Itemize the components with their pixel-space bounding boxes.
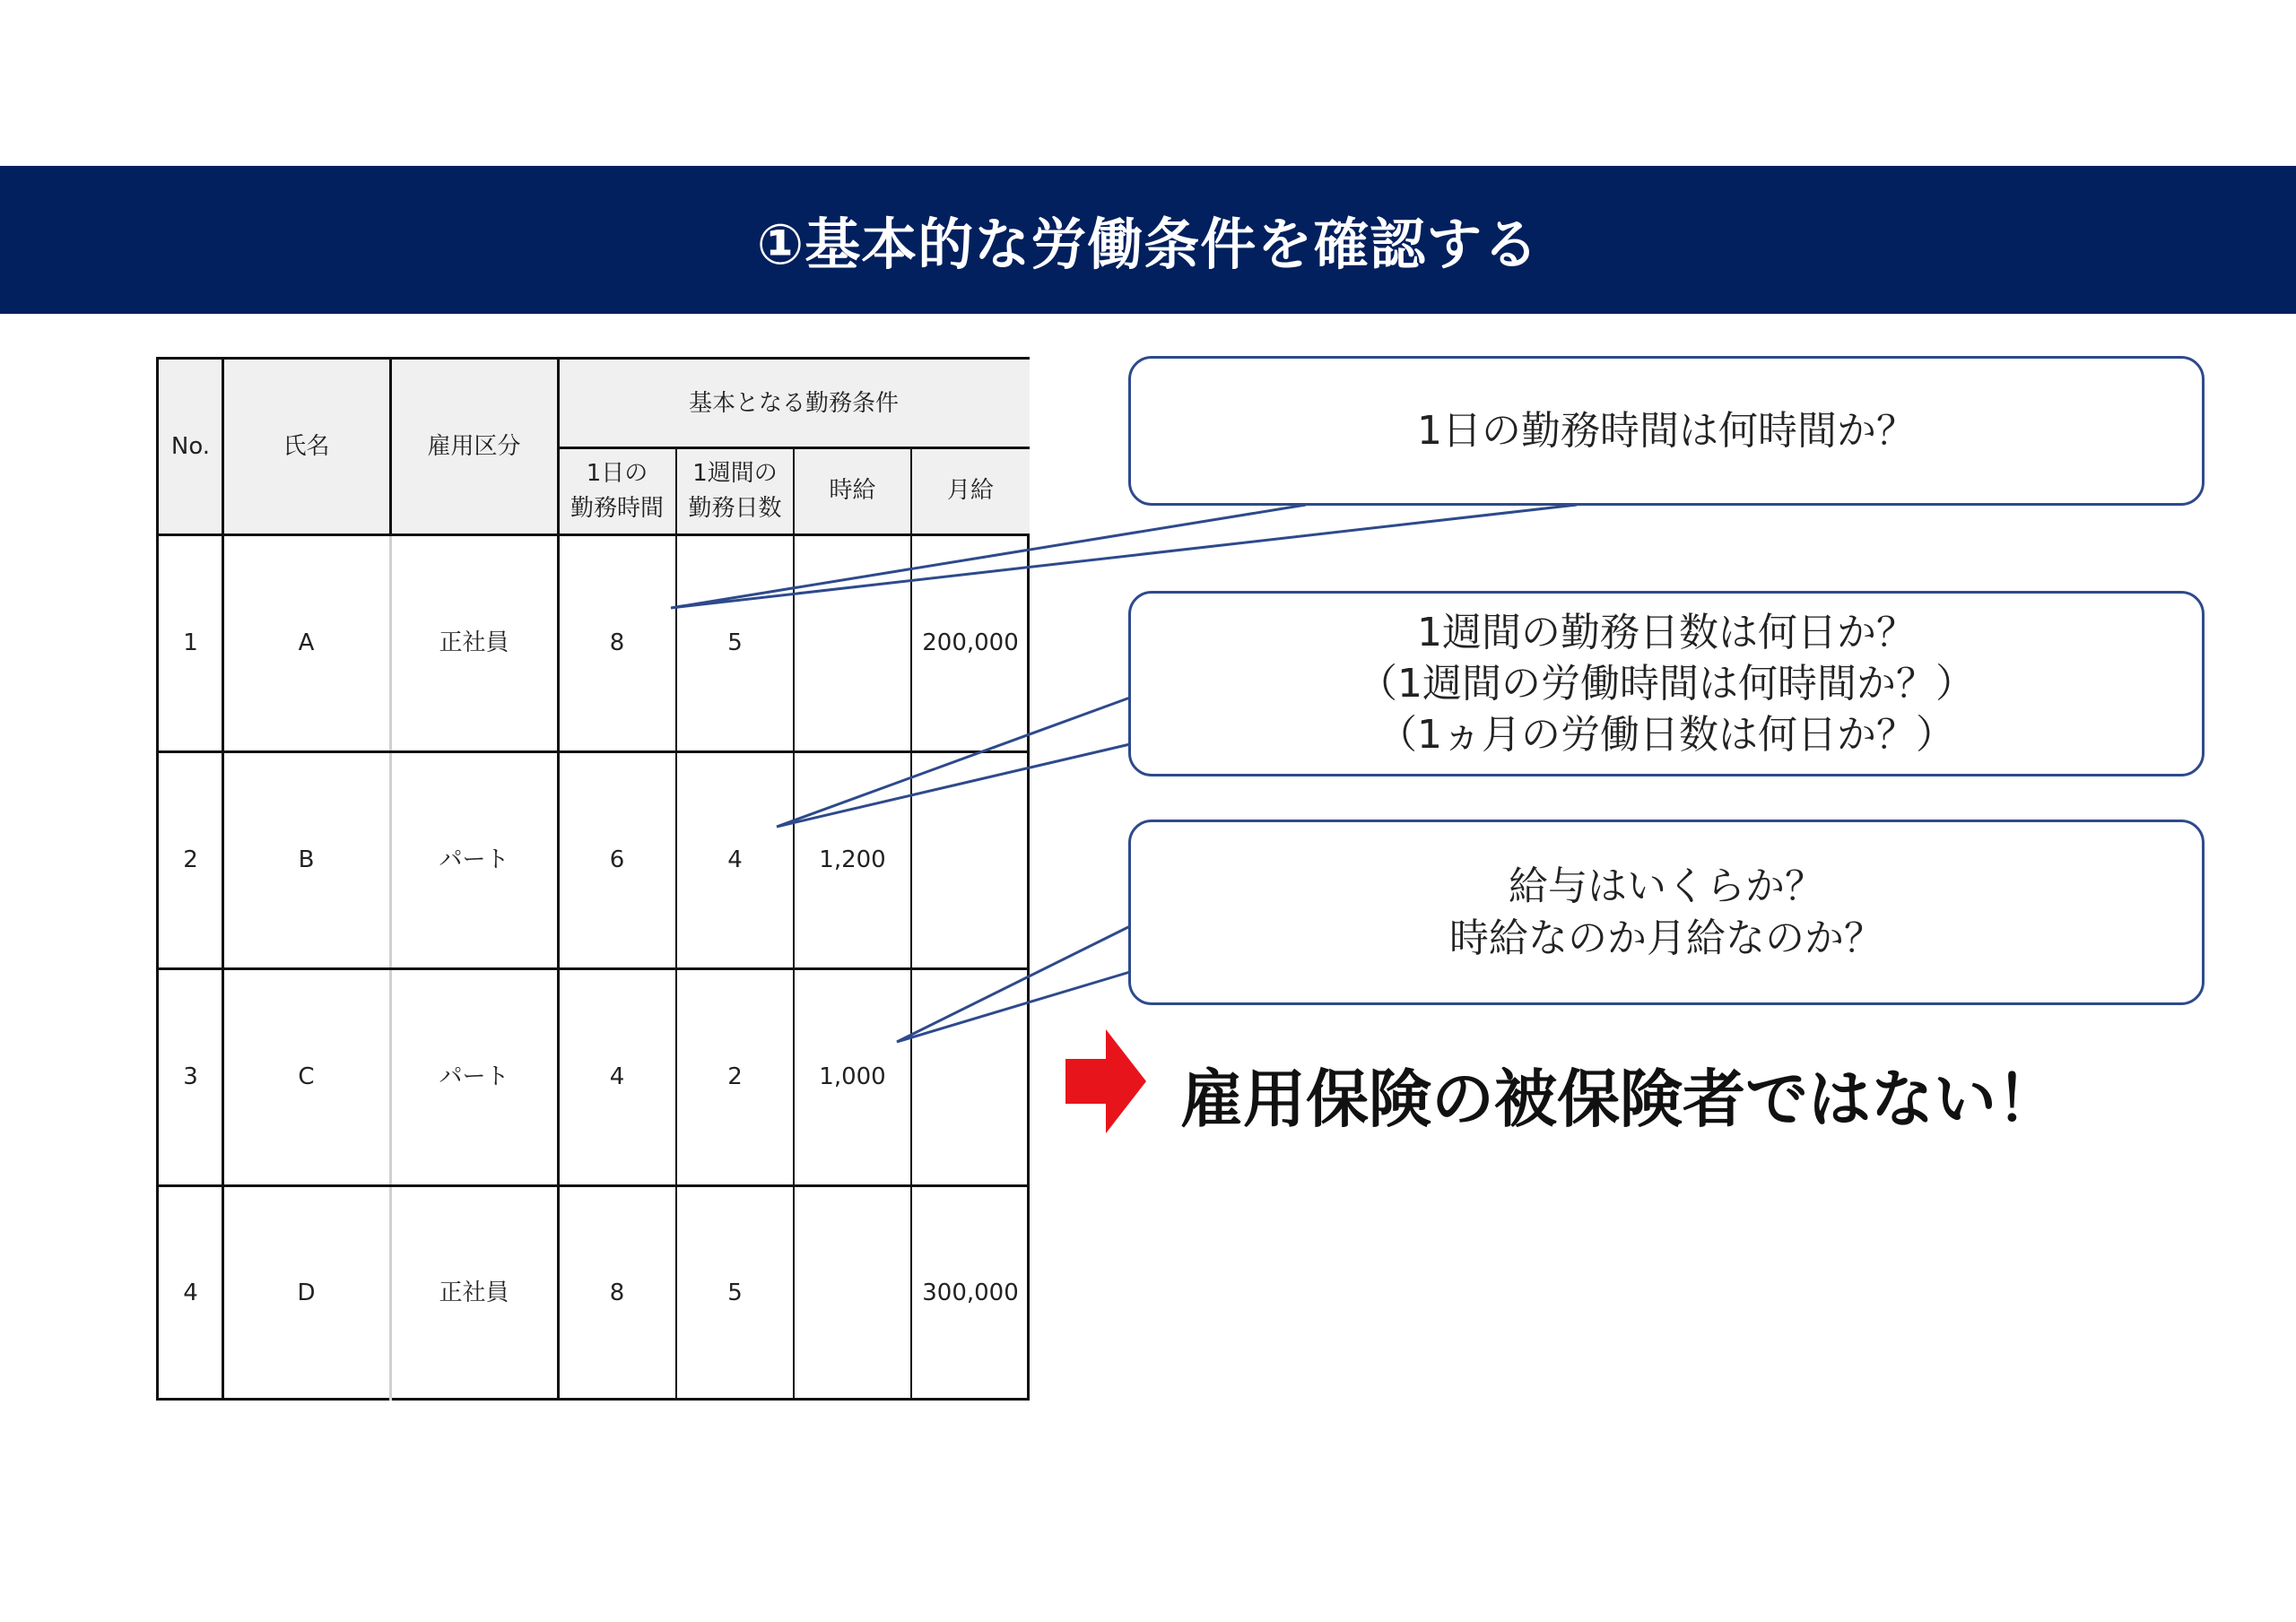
- row1-monthly: 200,000: [922, 629, 1019, 656]
- row4-hours: 8: [609, 1279, 625, 1306]
- row3-name: C: [298, 1063, 315, 1090]
- grid-line: [159, 1184, 1030, 1187]
- callout-weekly-days-line1: 1週間の勤務日数は何日か？: [1417, 609, 1916, 655]
- title-bar: [0, 166, 2296, 314]
- row2-hours: 6: [609, 846, 625, 873]
- row2-days: 4: [727, 846, 743, 873]
- row3-monthly: [911, 968, 1030, 1185]
- header-daily-hours-line1: 1日の: [586, 459, 648, 487]
- row2-hourly: 1,200: [819, 846, 886, 873]
- row4-name: D: [297, 1279, 316, 1306]
- page-title: ①基本的な労働条件を確認する: [756, 212, 1540, 277]
- red-arrow-icon: [1065, 1029, 1146, 1133]
- header-basic-conditions: 基本となる勤務条件: [558, 360, 1030, 447]
- row3-no: 3: [183, 1063, 198, 1090]
- row1-type: 正社員: [439, 629, 509, 656]
- row4-hourly: [794, 1185, 911, 1401]
- header-hourly-wage: 時給: [794, 447, 911, 534]
- callout-pay-line2: 時給なのか月給なのか？: [1449, 915, 1883, 961]
- callout-pay-line1: 給与はいくらか？: [1509, 863, 1824, 910]
- row3-days: 2: [727, 1063, 743, 1090]
- row4-no: 4: [183, 1279, 198, 1306]
- row1-hours: 8: [609, 629, 625, 656]
- header-employment-type: 雇用区分: [390, 360, 558, 534]
- row1-hourly: [794, 534, 911, 751]
- row4-type: 正社員: [439, 1279, 509, 1306]
- row3-type: パート: [439, 1063, 509, 1090]
- row1-name: A: [298, 629, 315, 656]
- callout-daily-hours-text: 1日の勤務時間は何時間か？: [1417, 407, 1916, 454]
- header-weekly-days: [676, 447, 794, 534]
- callout-weekly-days-line3: （1ヵ月の労働日数は何日か？）: [1378, 712, 1955, 759]
- grid-line: [159, 750, 1030, 753]
- grid-line: [222, 360, 224, 1401]
- header-monthly-salary: 月給: [911, 447, 1030, 534]
- row4-monthly: 300,000: [922, 1279, 1019, 1306]
- header-daily-hours: [558, 447, 676, 534]
- row4-days: 5: [727, 1279, 743, 1306]
- grid-line: [159, 533, 1030, 536]
- conclusion-text: 雇用保険の被保険者ではない！: [1180, 1063, 2059, 1136]
- row2-no: 2: [183, 846, 198, 873]
- header-daily-hours-line2: 勤務時間: [570, 494, 664, 522]
- callout-pay: [1128, 820, 2205, 1005]
- grid-line: [159, 967, 1030, 970]
- row1-days: 5: [727, 629, 743, 656]
- callout-weekly-days-line2: （1週間の労働時間は何時間か？）: [1358, 660, 1975, 707]
- grid-line: [557, 447, 1030, 449]
- grid-line: [557, 360, 560, 1401]
- callout-weekly-days: [1128, 591, 2205, 776]
- grid-line: [389, 360, 392, 534]
- header-weekly-days-line1: 1週間の: [692, 459, 778, 487]
- row2-monthly: [911, 751, 1030, 968]
- conditions-table: [156, 357, 1030, 1401]
- row3-hours: 4: [609, 1063, 625, 1090]
- header-weekly-days-line2: 勤務日数: [688, 494, 782, 522]
- row2-name: B: [298, 846, 315, 873]
- row3-hourly: 1,000: [819, 1063, 886, 1090]
- header-name: 氏名: [222, 360, 390, 534]
- grid-line: [675, 447, 677, 1401]
- grid-line: [910, 447, 912, 1401]
- row2-type: パート: [439, 846, 509, 873]
- header-no: No.: [159, 360, 222, 534]
- callout-daily-hours: [1128, 356, 2205, 506]
- grid-line: [793, 447, 795, 1401]
- row1-no: 1: [183, 629, 198, 656]
